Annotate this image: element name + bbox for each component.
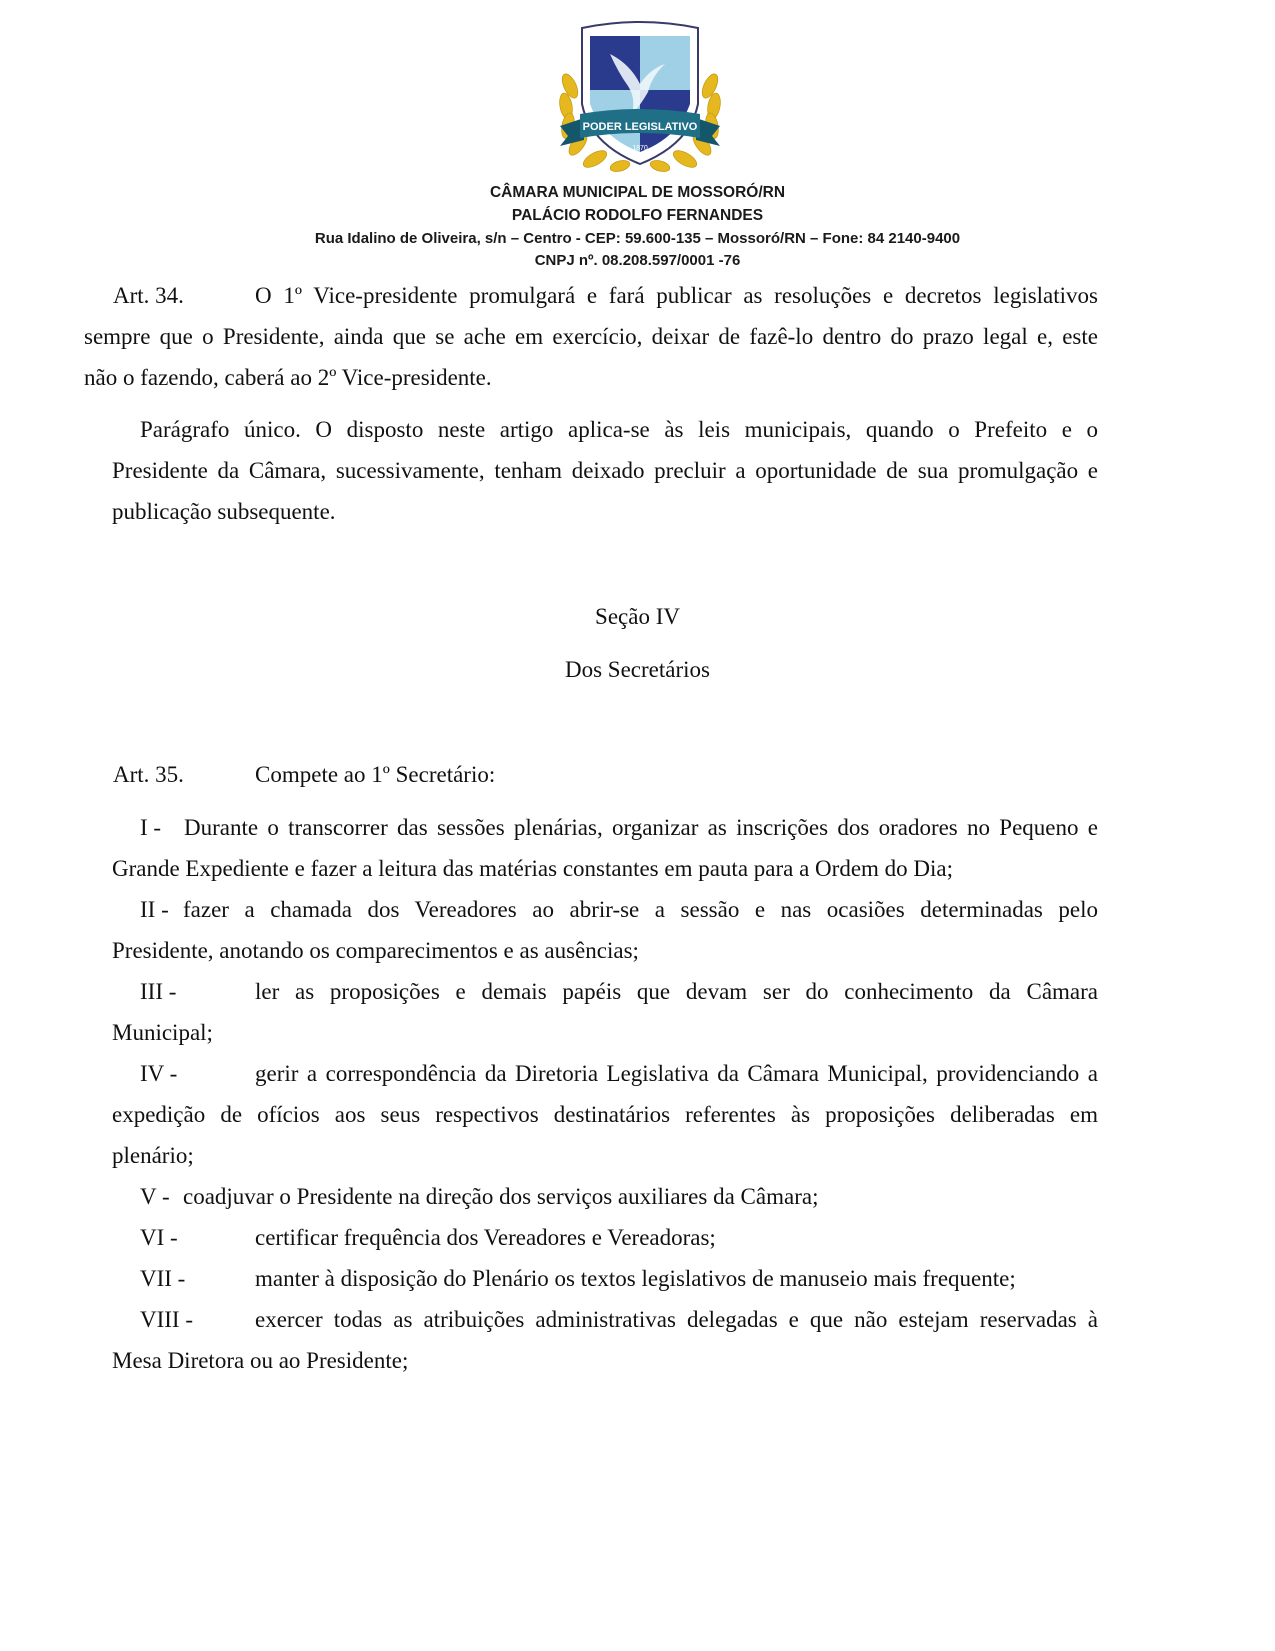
item-number: VIII - xyxy=(140,1307,193,1332)
svg-text:1870: 1870 xyxy=(632,145,648,152)
item-iii-line-2: Municipal; xyxy=(112,1020,213,1045)
address-line: Rua Idalino de Oliveira, s/n – Centro - CEP: 59.600-135 – Mossoró/RN – Fone: 84 2140-9400 xyxy=(314,230,961,247)
item-number: I - xyxy=(140,815,162,840)
article-34-line-2: sempre que o Presidente, ainda que se ache em exercício, deixar de fazê-lo dentro do prazo legal e, este xyxy=(84,324,1098,349)
item-v-line-1: coadjuvar o Presidente na direção dos serviços auxiliares da Câmara; xyxy=(183,1184,819,1209)
item-viii-line-1: exercer todas as atribuições administrativas delegadas e que não estejam reservadas à xyxy=(255,1307,1098,1332)
article-34-line-1: O 1º Vice-presidente promulgará e fará publicar as resoluções e decretos legislativos xyxy=(255,283,1098,308)
institution-name: CÂMARA MUNICIPAL DE MOSSORÓ/RN xyxy=(489,184,786,201)
item-number: II - xyxy=(140,897,169,922)
article-34-line-3: não o fazendo, caberá ao 2º Vice-presidente. xyxy=(84,365,492,390)
item-iv-line-2: expedição de ofícios aos seus respectivos destinatários referentes às proposições deliberadas em xyxy=(112,1102,1098,1127)
item-number: III - xyxy=(140,979,177,1004)
item-viii-line-2: Mesa Diretora ou ao Presidente; xyxy=(112,1348,409,1373)
article-35-intro: Compete ao 1º Secretário: xyxy=(255,762,496,787)
item-i-line-1: Durante o transcorrer das sessões plenárias, organizar as inscrições dos oradores no Pequeno e xyxy=(184,815,1098,840)
palace-name: PALÁCIO RODOLFO FERNANDES xyxy=(511,207,764,224)
item-ii-line-1: fazer a chamada dos Vereadores ao abrir-se a sessão e nas ocasiões determinadas pelo xyxy=(183,897,1098,922)
cnpj-line: CNPJ nº. 08.208.597/0001 -76 xyxy=(534,252,741,269)
item-i-line-2: Grande Expediente e fazer a leitura das matérias constantes em pauta para a Ordem do Dia; xyxy=(112,856,954,881)
article-35-label: Art. 35. xyxy=(113,762,184,787)
poder-legislativo-crest-icon xyxy=(540,14,740,176)
item-iv-line-1: gerir a correspondência da Diretoria Legislativa da Câmara Municipal, providenciando a xyxy=(255,1061,1098,1086)
item-number: VII - xyxy=(140,1266,186,1291)
item-vii-line-1: manter à disposição do Plenário os textos legislativos de manuseio mais frequente; xyxy=(255,1266,1016,1291)
item-ii-line-2: Presidente, anotando os comparecimentos e as ausências; xyxy=(112,938,639,963)
item-vi-line-1: certificar frequência dos Vereadores e Vereadoras; xyxy=(255,1225,716,1250)
item-number: V - xyxy=(140,1184,170,1209)
section-subtitle: Dos Secretários xyxy=(565,657,710,682)
paragrafo-unico-line-2: Presidente da Câmara, sucessivamente, tenham deixado precluir a oportunidade de sua promulgação e xyxy=(112,458,1098,483)
item-number: VI - xyxy=(140,1225,178,1250)
section-title: Seção IV xyxy=(595,604,680,629)
paragrafo-unico-line-3: publicação subsequente. xyxy=(112,499,336,524)
item-iv-line-3: plenário; xyxy=(112,1143,194,1168)
item-iii-line-1: ler as proposições e demais papéis que devam ser do conhecimento da Câmara xyxy=(255,979,1098,1004)
item-number: IV - xyxy=(140,1061,178,1086)
svg-text:PODER LEGISLATIVO: PODER LEGISLATIVO xyxy=(582,121,698,133)
paragrafo-unico-line-1: Parágrafo único. O disposto neste artigo aplica-se às leis municipais, quando o Prefeito e o xyxy=(140,417,1098,442)
article-34-label: Art. 34. xyxy=(113,283,184,308)
